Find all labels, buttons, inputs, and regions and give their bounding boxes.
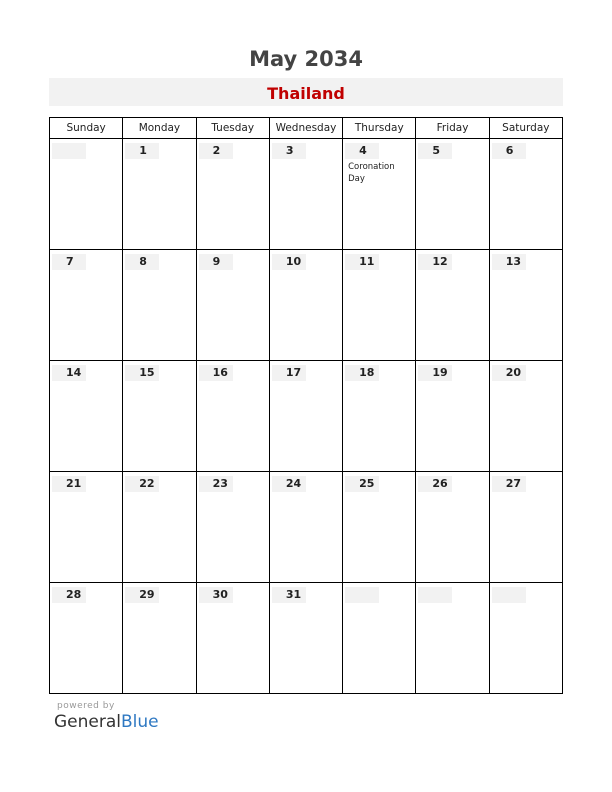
- day-cell: [123, 472, 196, 583]
- day-cell: [123, 583, 196, 694]
- day-number: [418, 587, 452, 603]
- day-cell: [489, 472, 562, 583]
- day-cell: [416, 583, 489, 694]
- day-cell: [343, 139, 416, 250]
- day-number: 4: [345, 143, 379, 159]
- day-number: 1: [125, 143, 159, 159]
- week-row: [50, 583, 563, 694]
- week-row: [50, 361, 563, 472]
- weekday-header: Friday: [416, 118, 489, 139]
- day-cell: [416, 250, 489, 361]
- day-number: 8: [125, 254, 159, 270]
- weekday-header: Sunday: [50, 118, 123, 139]
- day-number: 19: [418, 365, 452, 381]
- weekday-header-row: [50, 118, 563, 139]
- day-number: 11: [345, 254, 379, 270]
- day-number: 14: [52, 365, 86, 381]
- day-number: 10: [272, 254, 306, 270]
- day-cell: [343, 361, 416, 472]
- day-cell: [269, 472, 342, 583]
- calendar-title: May 2034: [249, 47, 363, 71]
- week-row: [50, 250, 563, 361]
- day-cell: [269, 361, 342, 472]
- day-number: 22: [125, 476, 159, 492]
- day-number: 16: [199, 365, 233, 381]
- weekday-header: Tuesday: [196, 118, 269, 139]
- day-number: 9: [199, 254, 233, 270]
- day-cell: [123, 139, 196, 250]
- day-number: [345, 587, 379, 603]
- day-number: 31: [272, 587, 306, 603]
- day-number: 3: [272, 143, 306, 159]
- country-name: Thailand: [267, 84, 345, 103]
- day-cell: [416, 472, 489, 583]
- weekday-header: Thursday: [343, 118, 416, 139]
- day-cell: [489, 583, 562, 694]
- day-number: 28: [52, 587, 86, 603]
- day-number: 25: [345, 476, 379, 492]
- day-number: 27: [492, 476, 526, 492]
- day-number: 29: [125, 587, 159, 603]
- day-number: 24: [272, 476, 306, 492]
- day-cell: [269, 139, 342, 250]
- day-cell: [50, 361, 123, 472]
- day-cell: [489, 139, 562, 250]
- holiday-label: Coronation Day: [348, 162, 395, 184]
- day-cell: [416, 139, 489, 250]
- day-number: 21: [52, 476, 86, 492]
- day-cell: [343, 472, 416, 583]
- day-number: 13: [492, 254, 526, 270]
- day-number: [492, 587, 526, 603]
- day-number: 7: [52, 254, 86, 270]
- day-cell: [50, 250, 123, 361]
- day-number: 20: [492, 365, 526, 381]
- day-number: 23: [199, 476, 233, 492]
- day-number: 5: [418, 143, 452, 159]
- day-number: 2: [199, 143, 233, 159]
- brand-logo[interactable]: [54, 712, 159, 732]
- day-number: [52, 143, 86, 159]
- day-cell: [196, 250, 269, 361]
- day-cell: [50, 583, 123, 694]
- day-number: 26: [418, 476, 452, 492]
- weekday-header: Saturday: [489, 118, 562, 139]
- brand-logo-part2: Blue: [121, 712, 159, 732]
- day-cell: [196, 361, 269, 472]
- day-number: 18: [345, 365, 379, 381]
- day-cell: [489, 361, 562, 472]
- brand-logo-part1: General: [54, 712, 121, 732]
- day-cell: [123, 250, 196, 361]
- day-number: 15: [125, 365, 159, 381]
- day-number: 12: [418, 254, 452, 270]
- day-cell: [196, 472, 269, 583]
- day-cell: [196, 583, 269, 694]
- weekday-header: Wednesday: [269, 118, 342, 139]
- week-row: [50, 139, 563, 250]
- day-cell: [196, 139, 269, 250]
- week-row: [50, 472, 563, 583]
- day-cell: [343, 250, 416, 361]
- weekday-header: Monday: [123, 118, 196, 139]
- day-cell: [489, 250, 562, 361]
- powered-by-label: powered by: [57, 701, 115, 711]
- day-cell: [50, 472, 123, 583]
- day-number: 30: [199, 587, 233, 603]
- day-cell: [123, 361, 196, 472]
- day-number: 6: [492, 143, 526, 159]
- day-cell: [50, 139, 123, 250]
- day-cell: [343, 583, 416, 694]
- day-cell: [416, 361, 489, 472]
- day-cell: [269, 250, 342, 361]
- day-number: 17: [272, 365, 306, 381]
- day-cell: [269, 583, 342, 694]
- calendar-grid: [49, 117, 563, 694]
